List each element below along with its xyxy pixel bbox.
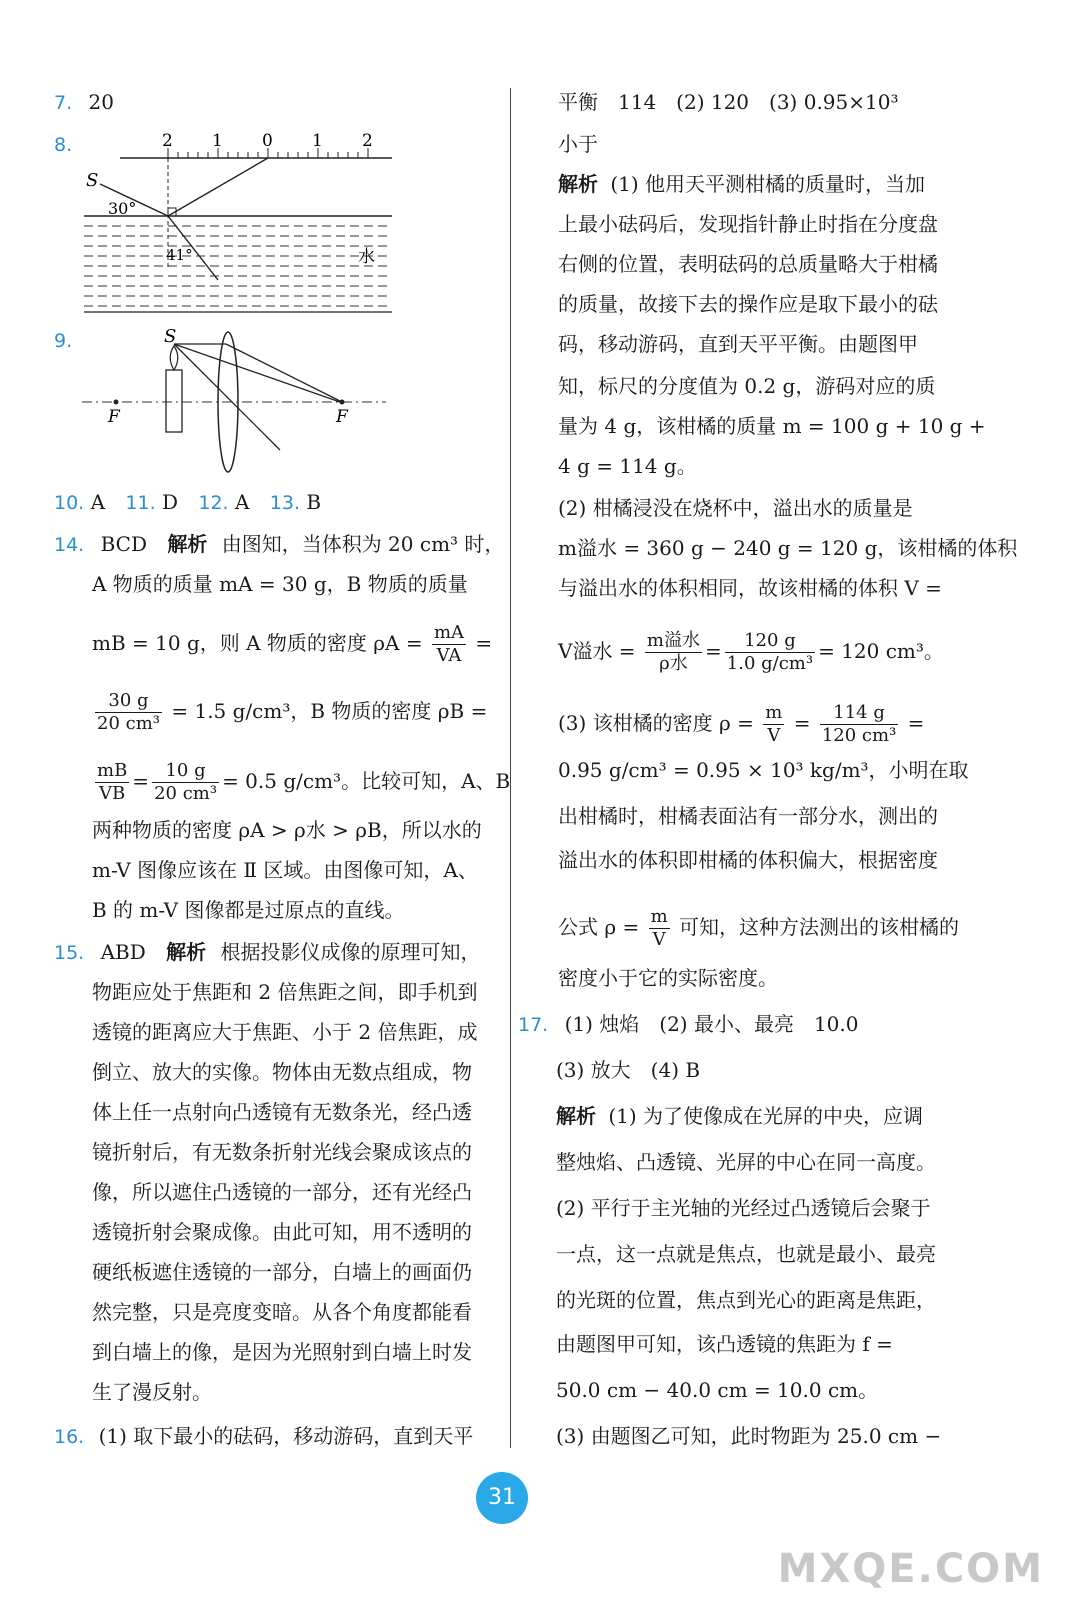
scale-label-1-left: 1: [212, 131, 223, 151]
q17-line: (2) 平行于主光轴的光经过凸透镜后会聚于: [556, 1196, 931, 1220]
point-s-label: S: [164, 326, 177, 347]
point-s-label: S: [86, 170, 99, 191]
q15-line-1: 15. ABD 解析 根据投影仪成像的原理可知，: [54, 940, 481, 964]
q15-line: 物距应处于焦距和 2 倍焦距之间，即手机到: [92, 980, 478, 1004]
focus-f-left: F: [108, 407, 120, 427]
water-label: 水: [358, 247, 375, 267]
q8-refraction-diagram: [80, 128, 400, 316]
q17-line: 整烛焰、凸透镜、光屏的中心在同一高度。: [556, 1150, 936, 1174]
q17-line: 的光斑的位置，焦点到光心的距离是焦距，: [556, 1288, 936, 1312]
q15-line: 透镜的距离应大于焦距、小于 2 倍焦距，成: [92, 1020, 478, 1044]
q16-answers: 平衡 114 (2) 120 (3) 0.95×10³: [558, 90, 899, 114]
fraction: $\frac{114 g}{\text{120 cm³}}$: [821, 702, 897, 746]
q16-line: 4 g = 114 g。: [558, 454, 697, 478]
q16-line: 右侧的位置，表明砝码的总质量略大于柑橘: [558, 252, 938, 276]
q16-line: 量为 4 g，该柑橘的质量 m = 100 g + 10 g +: [558, 414, 986, 438]
q15-line: 镜折射后，有无数条折射光线会聚成该点的: [92, 1140, 472, 1164]
q16-formula-line: 公式 ρ = $\frac{m}{V}$ 可知，这种方法测出的该柑橘的: [558, 906, 960, 950]
q16-line: 与溢出水的体积相同，故该柑橘的体积 V =: [558, 576, 942, 600]
fraction: $\frac{\text{m溢水}}{\text{ρ水}}$: [646, 630, 700, 674]
q14-line-2: A 物质的质量 mA = 30 g，B 物质的质量: [92, 572, 468, 596]
q15-line: 然完整，只是亮度变暗。从各个角度都能看: [92, 1300, 472, 1324]
q16-line: 的质量，故接下去的操作应是取下最小的砝: [558, 292, 938, 316]
q17-line: 50.0 cm − 40.0 cm = 10.0 cm。: [556, 1378, 879, 1402]
fraction: $\frac{mB}{VB}$: [97, 760, 128, 804]
q14-line-1: 14. BCD 解析 由图知，当体积为 20 cm³ 时，: [54, 532, 505, 556]
fraction: $\frac{m}{V}$: [650, 906, 668, 950]
q16-line-1: 16. (1) 取下最小的砝码，移动游码，直到天平: [54, 1424, 474, 1448]
fraction: $\frac{120 g}{\text{1.0 g/cm³}}$: [726, 630, 814, 674]
fraction: $\frac{30 g}{\text{20 cm³}}$: [97, 690, 160, 734]
q14-line-5: $\frac{mB}{VB}$ = $\frac{10 g}{\text{20 cm³}}$ = 0.5 g/cm³。比较可知，A、B: [97, 760, 511, 804]
q16-line: 密度小于它的实际密度。: [558, 966, 778, 990]
q17-line: (3) 由题图乙可知，此时物距为 25.0 cm −: [556, 1424, 942, 1448]
q16-line: 溢出水的体积即柑橘的体积偏大，根据密度: [558, 848, 938, 872]
watermark: MXQE.COM: [777, 1546, 1044, 1592]
q16-line: 上最小砝码后，发现指针静止时指在分度盘: [558, 212, 938, 236]
q14-line-4: $\frac{30 g}{\text{20 cm³}}$ = 1.5 g/cm³，B 物质的密度 ρB =: [97, 690, 488, 734]
q14-line-3: mB = 10 g，则 A 物质的密度 ρA = $\frac{mA}{VA}$ =: [92, 622, 493, 666]
q17-line-1: 17. (1) 烛焰 (2) 最小、最亮 10.0: [518, 1012, 859, 1036]
scale-label-2-right: 2: [362, 131, 373, 151]
q16-line: m溢水 = 360 g − 240 g = 120 g，该柑橘的体积: [558, 536, 1018, 560]
q16-line: 码，移动游码，直到天平平衡。由题图甲: [558, 332, 918, 356]
q9-lens-diagram: [80, 326, 390, 476]
q15-line: 倒立、放大的实像。物体由无数点组成，物: [92, 1060, 472, 1084]
q16-line: 出柑橘时，柑橘表面沾有一部分水，测出的: [558, 804, 938, 828]
q14-line-6: 两种物质的密度 ρA > ρ水 > ρB，所以水的: [92, 818, 482, 842]
angle-30-label: 30°: [108, 199, 137, 218]
page-number: 31: [476, 1472, 528, 1524]
q15-line: 像，所以遮住凸透镜的一部分，还有光经凸: [92, 1180, 472, 1204]
fraction: $\frac{m}{V}$: [765, 702, 783, 746]
q10-13-answers: 10. A 11. D 12. A 13. B: [54, 490, 322, 514]
q15-line: 到白墙上的像，是因为光照射到白墙上时发: [92, 1340, 472, 1364]
q17-analysis-1: 解析 (1) 为了使像成在光屏的中央，应调: [556, 1104, 924, 1128]
fraction: $\frac{mA}{VA}$: [433, 622, 465, 666]
q16-line: (2) 柑橘浸没在烧杯中，溢出水的质量是: [558, 496, 913, 520]
q14-line-8: B 的 m-V 图像都是过原点的直线。: [92, 898, 405, 922]
q14-line-7: m-V 图像应该在 Ⅱ 区域。由图像可知，A、: [92, 858, 478, 882]
q16-analysis-1: 解析 (1) 他用天平测柑橘的质量时，当加: [558, 172, 926, 196]
q15-line: 生了漫反射。: [92, 1380, 212, 1404]
q15-line: 体上任一点射向凸透镜有无数条光，经凸透: [92, 1100, 472, 1124]
q9-number: 9.: [54, 330, 73, 352]
q7: 7. 20: [54, 90, 114, 114]
focus-f-right: F: [336, 407, 348, 427]
fraction: $\frac{10 g}{\text{20 cm³}}$: [154, 760, 218, 804]
q17-line: 一点，这一点就是焦点，也就是最小、最亮: [556, 1242, 936, 1266]
q16-volume-formula: V溢水 = $\frac{\text{m溢水}}{\text{ρ水}}$ = $\frac{120 g}{\text{1.0 g/cm³}}$ = 120 cm³。: [558, 630, 944, 674]
scale-label-1-right: 1: [312, 131, 323, 151]
q8-number: 8.: [54, 134, 73, 156]
q16-line: 知，标尺的分度值为 0.2 g，游码对应的质: [558, 374, 936, 398]
q17-line: 由题图甲可知，该凸透镜的焦距为 f =: [556, 1332, 893, 1356]
q17-line-2: (3) 放大 (4) B: [556, 1058, 701, 1082]
q16-density-formula: (3) 该柑橘的密度 ρ = $\frac{m}{V}$ = $\frac{114 g}{\text{120 cm³}}$ =: [558, 702, 925, 746]
q16-line: 0.95 g/cm³ = 0.95 × 10³ kg/m³，小明在取: [558, 758, 969, 782]
scale-label-2-left: 2: [162, 131, 173, 151]
angle-41-label: 41°: [166, 246, 193, 264]
q15-line: 透镜折射会聚成像。由此可知，用不透明的: [92, 1220, 472, 1244]
q15-line: 硬纸板遮住透镜的一部分，白墙上的画面仍: [92, 1260, 472, 1284]
scale-label-0: 0: [262, 131, 273, 151]
q16-answer-3: 小于: [558, 132, 598, 156]
